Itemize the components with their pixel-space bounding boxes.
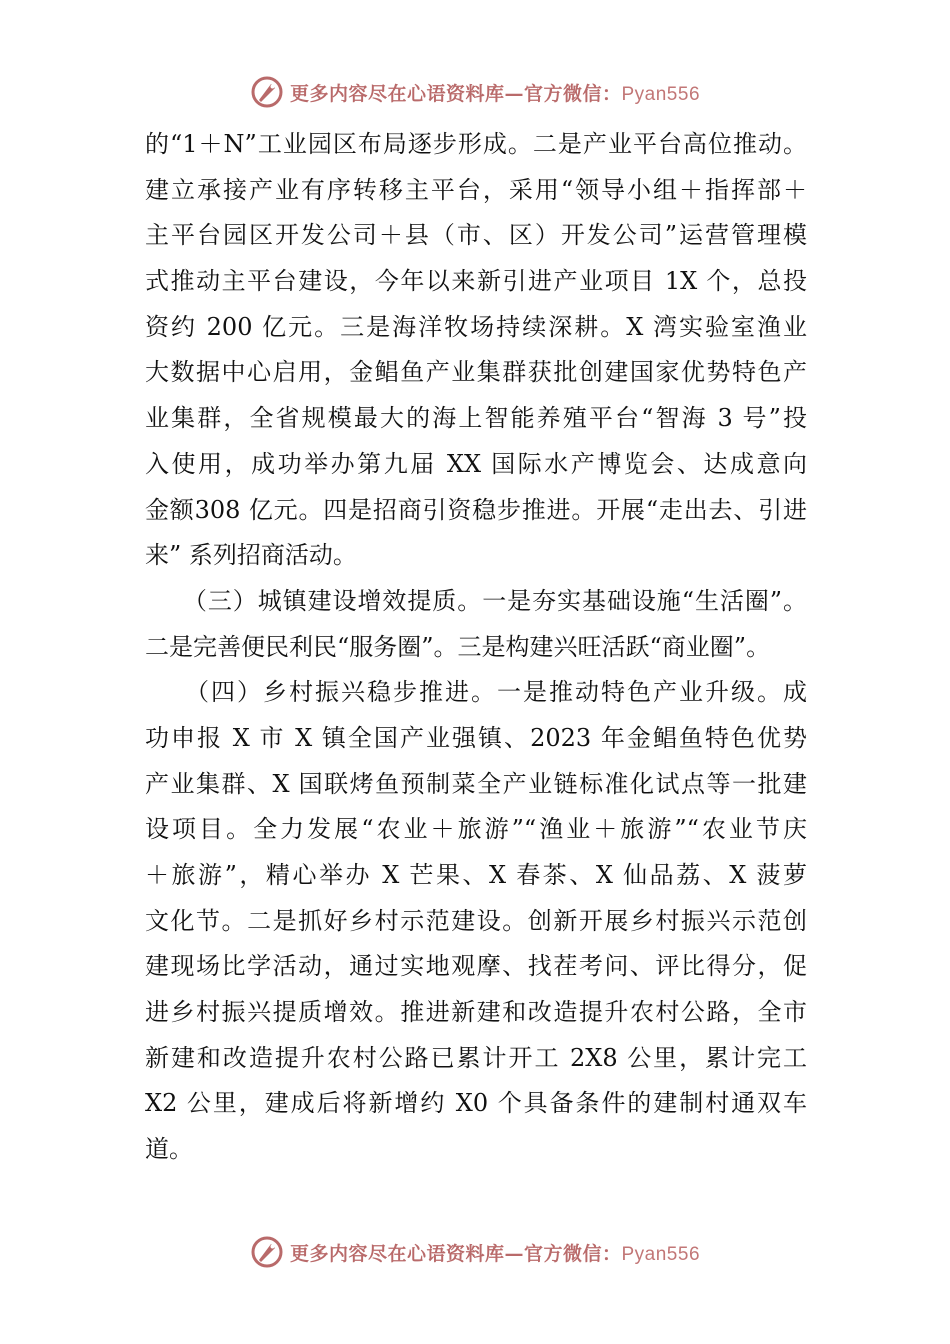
pen-nib-circle-icon xyxy=(250,75,284,109)
text-line: 产业集群、X 国联烤鱼预制菜全产业链标准化试点等一批建 xyxy=(145,769,807,798)
watermark-text: 更多内容尽在心语资料库—官方微信：Pyan556 xyxy=(289,82,701,105)
text-line: 建立承接产业有序转移主平台，采用“领导小组＋指挥部＋ xyxy=(145,175,807,204)
section-heading-line: （三）城镇建设增效提质。一是夯实基础设施“生活圈”。 xyxy=(145,586,807,615)
watermark-wechat-id: Pyan556 xyxy=(621,1243,701,1265)
text-line: 道。 xyxy=(145,1135,193,1164)
text-line: 功申报 X 市 X 镇全国产业强镇、2023 年金鲳鱼特色优势 xyxy=(145,723,807,752)
text-line: 来” 系列招商活动。 xyxy=(145,541,357,570)
watermark-footer xyxy=(0,1232,950,1272)
text-line: 文化节。二是抓好乡村示范建设。创新开展乡村振兴示范创 xyxy=(145,906,807,935)
text-line: 新建和改造提升农村公路已累计开工 2X8 公里，累计完工 xyxy=(145,1043,807,1072)
text-line: 大数据中心启用，金鲳鱼产业集群获批创建国家优势特色产 xyxy=(145,358,807,387)
document-body xyxy=(145,122,807,1173)
text-line: 金额308 亿元。四是招商引资稳步推进。开展“走出去、引进 xyxy=(145,495,807,524)
text-line: 式推动主平台建设，今年以来新引进产业项目 1X 个，总投 xyxy=(145,267,807,296)
text-line: 入使用，成功举办第九届 XX 国际水产博览会、达成意向 xyxy=(145,449,807,478)
text-line: X2 公里，建成后将新增约 X0 个具备条件的建制村通双车 xyxy=(145,1089,807,1118)
watermark-text: 更多内容尽在心语资料库—官方微信：Pyan556 xyxy=(289,1242,701,1265)
text-line: 二是完善便民利民“服务圈”。三是构建兴旺活跃“商业圈”。 xyxy=(145,632,771,661)
text-line: ＋旅游”，精心举办 X 芒果、X 春茶、X 仙品荔、X 菠萝 xyxy=(145,861,807,889)
text-line: 资约 200 亿元。三是海洋牧场持续深耕。X 湾实验室渔业 xyxy=(145,312,807,341)
text-line: 业集群，全省规模最大的海上智能养殖平台“智海 3 号”投 xyxy=(145,404,807,433)
section-heading-line: （四）乡村振兴稳步推进。一是推动特色产业升级。成 xyxy=(145,678,807,707)
text-line: 设项目。全力发展“农业＋旅游”“渔业＋旅游”“农业节庆 xyxy=(145,815,807,844)
text-line: 建现场比学活动，通过实地观摩、找茬考问、评比得分，促 xyxy=(145,952,807,981)
watermark-wechat-id: Pyan556 xyxy=(621,83,701,105)
text-line: 进乡村振兴提质增效。推进新建和改造提升农村公路，全市 xyxy=(145,998,807,1027)
pen-nib-circle-icon xyxy=(250,1235,284,1269)
text-line: 的“1＋N”工业园区布局逐步形成。二是产业平台高位推动。 xyxy=(145,130,807,158)
watermark-header xyxy=(0,72,950,112)
text-line: 主平台园区开发公司＋县（市、区）开发公司”运营管理模 xyxy=(145,221,807,250)
